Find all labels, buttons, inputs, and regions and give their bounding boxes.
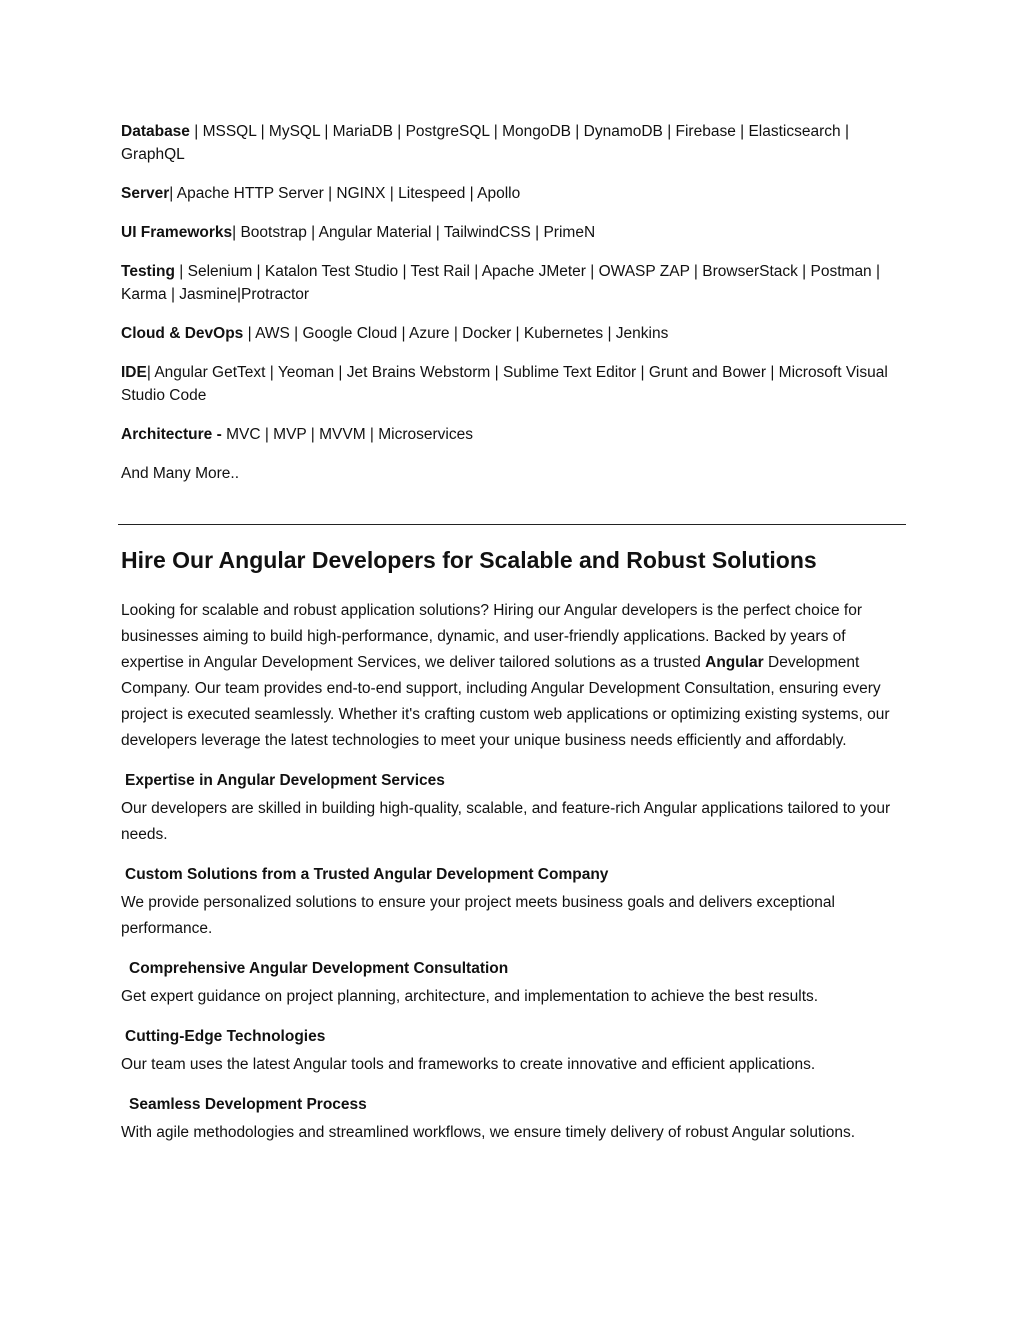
tech-label: UI Frameworks bbox=[121, 224, 233, 241]
tech-label: Architecture - bbox=[121, 426, 222, 443]
feature-description: With agile methodologies and streamlined workflows, we ensure timely delivery of robust Angular solutions. bbox=[121, 1124, 856, 1141]
tech-line-ide bbox=[121, 361, 911, 407]
tech-label: Server bbox=[121, 185, 170, 202]
feature-item bbox=[121, 770, 911, 848]
feature-title: Cutting-Edge Technologies bbox=[125, 1028, 326, 1045]
feature-title: Seamless Development Process bbox=[129, 1096, 367, 1113]
tech-items: | Angular GetText | Yeoman | Jet Brains Webstorm | Sublime Text Editor | Grunt and Bower | Microsoft Visual Studio Code bbox=[121, 364, 888, 404]
feature-item bbox=[121, 1094, 911, 1146]
tech-items: | Bootstrap | Angular Material | TailwindCSS | PrimeN bbox=[232, 224, 596, 241]
tech-line-testing bbox=[121, 260, 911, 306]
section-heading: Hire Our Angular Developers for Scalable and Robust Solutions bbox=[121, 547, 817, 573]
feature-item bbox=[121, 864, 911, 942]
feature-title: Comprehensive Angular Development Consultation bbox=[129, 960, 509, 977]
tech-line-cloud-devops bbox=[121, 322, 911, 345]
tech-label: IDE bbox=[121, 364, 147, 381]
intro-text-continued: Development Company. Our team provides end-to-end support, including Angular Development Consultation, ensuring every project is executed seamlessly. Whether it's crafting custom web applications or optimizing existing systems, our developers leverage the latest technologies to meet your unique business needs efficiently and affordably. bbox=[121, 654, 890, 749]
intro-text: Looking for scalable and robust application solutions? Hiring our Angular developers is the perfect choice for businesses aiming to build high-performance, dynamic, and user-friendly applications. Backed by years of expertise in Angular Development Services, we deliver tailored solutions as a trusted bbox=[121, 602, 862, 671]
feature-item bbox=[121, 958, 911, 1010]
tech-label: Database bbox=[121, 123, 190, 140]
horizontal-divider bbox=[118, 524, 906, 525]
tech-items: | MSSQL | MySQL | MariaDB | PostgreSQL | MongoDB | DynamoDB | Firebase | Elasticsearch | GraphQL bbox=[121, 123, 849, 163]
feature-description: Our team uses the latest Angular tools and frameworks to create innovative and efficient applications. bbox=[121, 1056, 816, 1073]
feature-title: Expertise in Angular Development Services bbox=[125, 772, 445, 789]
hire-section bbox=[121, 544, 911, 1162]
tech-line-server bbox=[121, 182, 911, 205]
feature-description: We provide personalized solutions to ensure your project meets business goals and delivers exceptional performance. bbox=[121, 894, 835, 937]
feature-title: Custom Solutions from a Trusted Angular Development Company bbox=[125, 866, 609, 883]
tech-items: | Selenium | Katalon Test Studio | Test Rail | Apache JMeter | OWASP ZAP | BrowserStack | Postman | Karma | Jasmine|Protractor bbox=[121, 263, 881, 303]
feature-item bbox=[121, 1026, 911, 1078]
tech-items: MVC | MVP | MVVM | Microservices bbox=[221, 426, 473, 443]
more-text: And Many More.. bbox=[121, 465, 240, 482]
intro-paragraph bbox=[121, 598, 911, 754]
tech-stack-list bbox=[121, 120, 911, 485]
intro-bold-text: Angular bbox=[705, 654, 764, 671]
feature-description: Get expert guidance on project planning, architecture, and implementation to achieve the best results. bbox=[121, 988, 819, 1005]
tech-line-ui-frameworks bbox=[121, 221, 911, 244]
tech-line-architecture bbox=[121, 423, 911, 446]
tech-items: | AWS | Google Cloud | Azure | Docker | Kubernetes | Jenkins bbox=[243, 325, 669, 342]
tech-label: Cloud & DevOps bbox=[121, 325, 244, 342]
tech-label: Testing bbox=[121, 263, 175, 280]
tech-items: | Apache HTTP Server | NGINX | Litespeed | Apollo bbox=[169, 185, 521, 202]
tech-line-database bbox=[121, 120, 911, 166]
feature-description: Our developers are skilled in building high-quality, scalable, and feature-rich Angular applications tailored to your needs. bbox=[121, 800, 891, 843]
